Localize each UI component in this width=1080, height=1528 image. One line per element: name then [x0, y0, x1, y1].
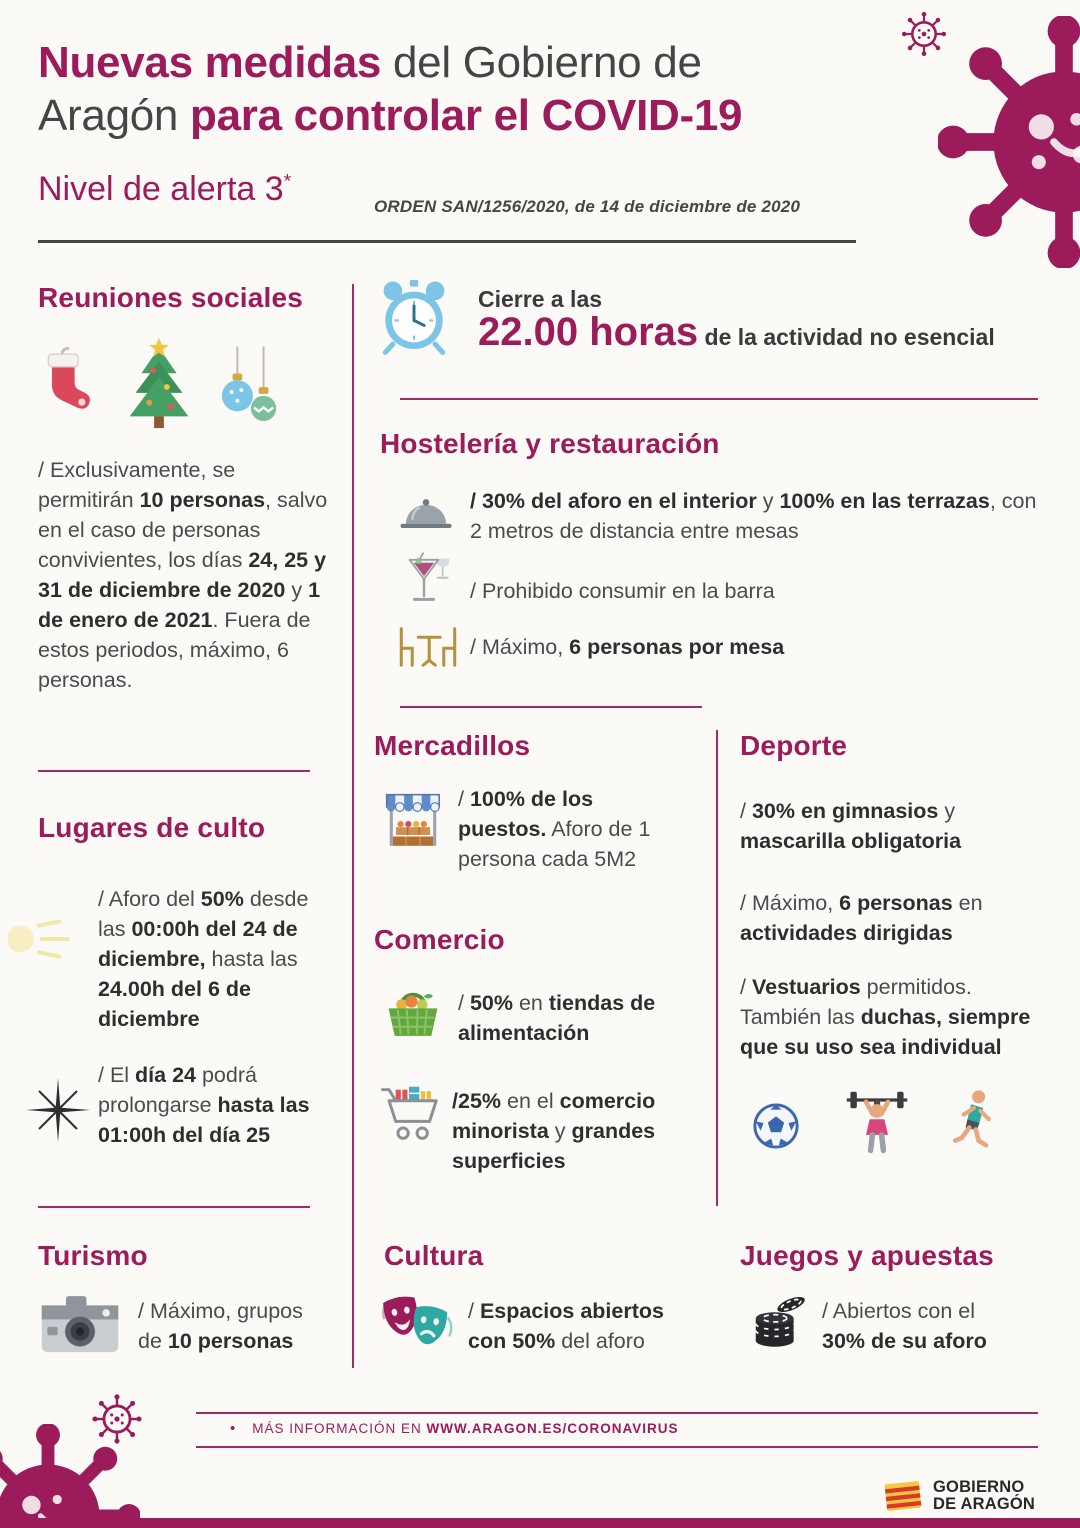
virus-icon	[0, 1424, 140, 1528]
juegos-text: / Abiertos con el 30% de su aforo	[822, 1299, 987, 1353]
section-heading-hosteleria: Hostelería y restauración	[380, 428, 720, 459]
closure-intro: Cierre a las	[478, 286, 603, 312]
weightlifter-icon	[844, 1088, 910, 1156]
soccer-ball-icon	[752, 1102, 800, 1150]
footer-bullet: •	[230, 1420, 237, 1437]
runner-icon	[946, 1088, 1000, 1156]
comercio-item-1: / 50% en tiendas de alimentación	[458, 991, 656, 1045]
table-and-chairs-icon	[394, 622, 462, 672]
star-icon	[26, 1078, 90, 1142]
section-heading-cultura: Cultura	[384, 1240, 484, 1271]
poker-chips-icon	[748, 1290, 810, 1350]
section-heading-turismo: Turismo	[38, 1240, 148, 1271]
section-heading-deporte: Deporte	[740, 730, 848, 761]
sun-icon	[8, 912, 84, 966]
shopping-cart-icon	[378, 1082, 448, 1146]
deporte-item-3: / Vestuarios permitidos. También las duchas, siempre que su uso sea individual	[740, 975, 1031, 1059]
logo-line-2: DE ARAGÓN	[933, 1495, 1036, 1513]
section-heading-juegos: Juegos y apuestas	[740, 1240, 994, 1271]
virus-icon	[938, 16, 1080, 268]
inner-column-divider	[716, 730, 718, 1206]
section-heading-reuniones: Reuniones sociales	[38, 282, 304, 313]
column-divider	[352, 284, 354, 1368]
header-divider	[38, 240, 856, 243]
divider	[38, 1206, 310, 1208]
turismo-text: / Máximo, grupos de 10 personas	[138, 1299, 303, 1353]
serving-tray-icon	[398, 492, 454, 536]
hosteleria-item-3: / Máximo, 6 personas por mesa	[470, 635, 785, 659]
closure-line	[478, 310, 1040, 355]
market-stall-icon	[382, 790, 444, 852]
coronavirus-link[interactable]: WWW.ARAGON.ES/CORONAVIRUS	[426, 1421, 679, 1436]
divider	[38, 770, 310, 772]
cultura-text: / Espacios abiertos con 50% del aforo	[468, 1299, 664, 1353]
divider	[400, 706, 702, 708]
closing-scope: de la actividad no esencial	[698, 324, 995, 350]
divider	[400, 398, 1038, 400]
christmas-stocking-icon	[42, 344, 100, 424]
logo-text	[933, 1479, 1035, 1514]
footer-info-label: MÁS INFORMACIÓN EN	[252, 1421, 427, 1436]
aragon-flag-icon	[882, 1478, 924, 1514]
section-heading-culto: Lugares de culto	[38, 812, 266, 843]
alert-level	[38, 170, 291, 209]
mercadillos-text: / 100% de los puestos. Aforo de 1 persona cada 5M2	[458, 787, 651, 871]
deporte-item-1: / 30% en gimnasios y mascarilla obligatoria	[740, 799, 962, 853]
gobierno-aragon-logo	[882, 1478, 1035, 1514]
reuniones-text: / Exclusivamente, se permitirán 10 personas, salvo en el caso de personas convivientes, los días 24, 25 y 31 de diciembre de 2020 y 1 de enero de 2021. Fuera de estos periodos, máximo, 6 personas.	[38, 458, 328, 692]
section-heading-mercadillos: Mercadillos	[374, 730, 531, 761]
title-line-2: Aragón para controlar el COVID-19	[38, 91, 743, 140]
alert-level-text: Nivel de alerta 3	[38, 170, 284, 208]
alert-footnote-marker: *	[283, 171, 292, 193]
logo-line-1: GOBIERNO	[933, 1477, 1025, 1496]
comercio-item-2: /25% en el comercio minorista y grandes superficies	[452, 1089, 656, 1173]
christmas-tree-icon	[116, 338, 202, 432]
culto-item-1: / Aforo del 50% desde las 00:00h del 24 de diciembre, hasta las 24.00h del 6 de diciembre	[98, 887, 309, 1031]
section-heading-comercio: Comercio	[374, 924, 505, 955]
title-line-1: Nuevas medidas del Gobierno de	[38, 38, 702, 87]
alarm-clock-icon	[376, 278, 452, 356]
hosteleria-item-1: / 30% del aforo en el interior y 100% en las terrazas, con 2 metros de distancia entre mesas	[470, 489, 1037, 543]
footer-divider-top	[196, 1412, 1038, 1414]
page-title	[38, 36, 742, 142]
shopping-basket-icon	[382, 984, 444, 1042]
hosteleria-item-2: / Prohibido consumir en la barra	[470, 579, 775, 603]
closing-time: 22.00 horas	[478, 310, 699, 354]
footer-info	[230, 1420, 679, 1437]
culto-item-2: / El día 24 podrá prolongarse hasta las 01:00h del día 25	[98, 1063, 310, 1147]
theater-masks-icon	[378, 1290, 454, 1356]
cocktail-glass-icon	[406, 548, 454, 610]
christmas-ornaments-icon	[218, 346, 282, 436]
camera-icon	[38, 1292, 122, 1358]
deporte-item-2: / Máximo, 6 personas en actividades dirigidas	[740, 891, 983, 945]
footer-divider-bottom	[196, 1446, 1038, 1448]
footer-bar	[0, 1518, 1080, 1528]
order-reference: ORDEN SAN/1256/2020, de 14 de diciembre de 2020	[374, 197, 801, 216]
